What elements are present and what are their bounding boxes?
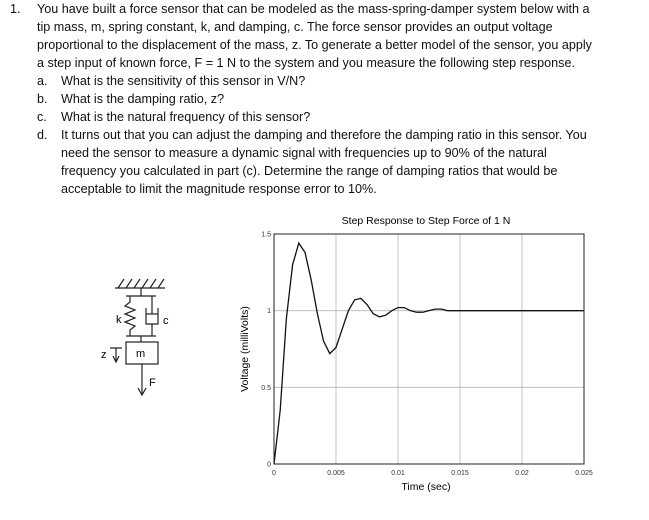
intro-line-1: You have built a force sensor that can be modeled as the mass-spring-damper system below with a xyxy=(37,2,590,16)
y-tick-label: 1.5 xyxy=(261,231,271,239)
chart-grid xyxy=(274,234,584,464)
intro-line-3: proportional to the displacement of the mass, z. To generate a better model of the sensor, you apply xyxy=(37,38,592,52)
label-F: F xyxy=(149,377,156,389)
damper-icon xyxy=(146,296,158,336)
part-d-line-2: need the sensor to measure a dynamic signal with frequencies up to 90% of the natural xyxy=(61,146,547,160)
label-c: c xyxy=(163,315,169,327)
part-d-line-3: frequency you calculated in part (c). Determine the range of damping ratios that would be xyxy=(61,164,558,178)
series-line xyxy=(274,243,584,464)
part-a-letter: a. xyxy=(37,74,48,88)
part-c-letter: c. xyxy=(37,110,47,124)
mass-spring-damper-diagram xyxy=(60,268,200,418)
label-m: m xyxy=(136,348,146,360)
intro-line-2: tip mass, m, spring constant, k, and damping, c. The force sensor provides an output voltage xyxy=(37,20,553,34)
x-tick-label: 0 xyxy=(272,470,276,477)
part-a-text: What is the sensitivity of this sensor in V/N? xyxy=(61,74,306,88)
part-c-text: What is the natural frequency of this sensor? xyxy=(61,110,311,124)
ground-hatching xyxy=(118,279,164,288)
label-z: z xyxy=(101,349,107,361)
y-tick-label: 1 xyxy=(267,308,271,316)
chart-title: Step Response to Step Force of 1 N xyxy=(341,215,511,227)
part-b-letter: b. xyxy=(37,92,48,106)
intro-line-4: a step input of known force, F = 1 N to the system and you measure the following step response. xyxy=(37,56,575,70)
part-d-letter: d. xyxy=(37,128,48,142)
problem-number: 1. xyxy=(10,2,21,16)
x-tick-label: 0.02 xyxy=(515,470,529,477)
x-axis-label: Time (sec) xyxy=(401,481,451,493)
x-tick-label: 0.015 xyxy=(451,470,469,477)
plot-frame xyxy=(274,234,584,464)
step-response-chart xyxy=(230,208,640,508)
x-tick-label: 0.005 xyxy=(327,470,345,477)
label-k: k xyxy=(116,314,122,326)
x-tick-label: 0.025 xyxy=(575,470,593,477)
part-d-line-1: It turns out that you can adjust the damping and therefore the damping ratio in this sensor. You xyxy=(61,128,587,142)
chart-ticks xyxy=(261,232,593,478)
x-tick-label: 0.01 xyxy=(391,470,405,477)
part-d-line-4: acceptable to limit the magnitude response error to 10%. xyxy=(61,182,377,196)
y-tick-label: 0.5 xyxy=(261,384,271,392)
y-axis-label: Voltage (milliVolts) xyxy=(239,306,251,392)
part-b-text: What is the damping ratio, z? xyxy=(61,92,225,106)
spring-icon xyxy=(125,296,135,336)
y-tick-label: 0 xyxy=(267,461,271,469)
